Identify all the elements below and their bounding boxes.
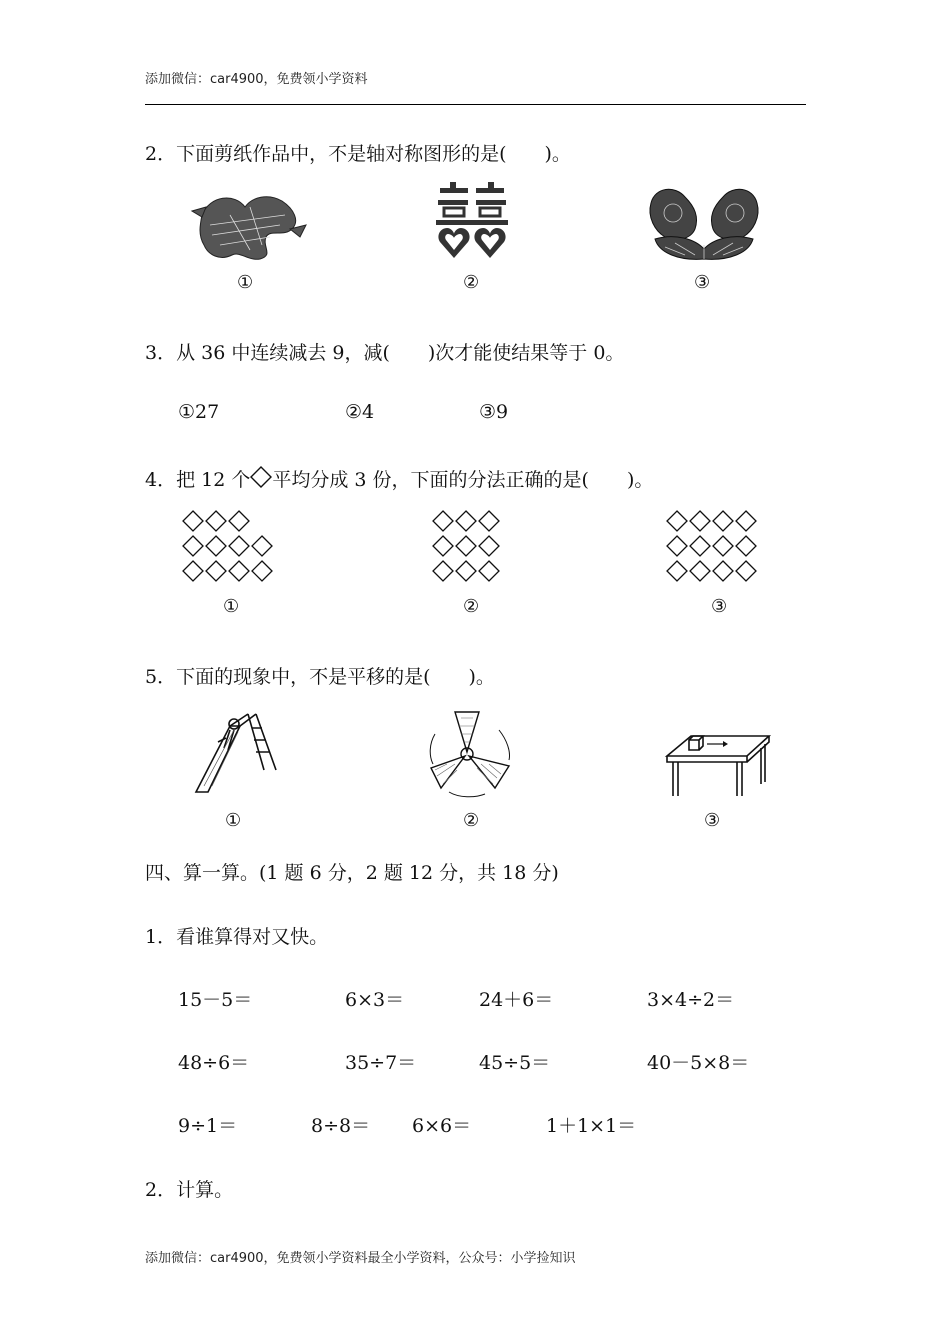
- diamond-shape: [736, 536, 756, 556]
- expression-item: 15－5＝: [178, 989, 253, 1011]
- q2-option-3-label: ③: [694, 272, 711, 293]
- diamond-shape: [229, 561, 249, 581]
- diamond-shape: [183, 511, 203, 531]
- diamond-shape: [736, 561, 756, 581]
- diamond-shape: [479, 536, 499, 556]
- q4-option-2-label: ②: [463, 596, 480, 617]
- q3-option-2: ②4: [345, 401, 375, 423]
- question-2-text: 2．下面剪纸作品中，不是轴对称图形的是( )。: [145, 143, 571, 165]
- section-4-question-1-text: 1．看谁算得对又快。: [145, 926, 329, 948]
- diamond-shape: [667, 561, 687, 581]
- q4-option-1-label: ①: [223, 596, 240, 617]
- diamond-shape: [252, 536, 272, 556]
- expression-item: 8÷8＝: [311, 1115, 371, 1137]
- expression-item: 1＋1×1＝: [546, 1115, 637, 1137]
- diamond-shape: [690, 561, 710, 581]
- double-happiness-papercut-image: [436, 182, 508, 262]
- expression-item: 48÷6＝: [178, 1052, 250, 1074]
- q3-option-3: ③9: [479, 401, 509, 423]
- diamond-shape: [690, 511, 710, 531]
- diamond-shape: [183, 536, 203, 556]
- q2-option-1-label: ①: [237, 272, 254, 293]
- diamond-shape: [667, 536, 687, 556]
- diamond-shape: [433, 561, 453, 581]
- q5-option-1-label: ①: [225, 810, 242, 831]
- expression-item: 35÷7＝: [345, 1052, 417, 1074]
- diamond-icon: [250, 466, 272, 488]
- q4-text-before: 4．把 12 个: [145, 469, 251, 491]
- diamond-shape: [736, 511, 756, 531]
- q3-option-1: ①27: [178, 401, 220, 423]
- q4-diamond-group-2: [432, 510, 532, 584]
- question-5-text: 5．下面的现象中，不是平移的是( )。: [145, 666, 495, 688]
- page-footer: 添加微信：car4900，免费领小学资料最全小学资料，公众号：小学捡知识: [145, 1251, 576, 1266]
- fan-image: [425, 708, 515, 798]
- q5-option-2-label: ②: [463, 810, 480, 831]
- diamond-shape: [667, 511, 687, 531]
- diamond-shape: [433, 511, 453, 531]
- expression-item: 6×6＝: [412, 1115, 472, 1137]
- diamond-shape: [183, 561, 203, 581]
- phoenix-papercut-image: [645, 183, 763, 263]
- diamond-shape: [206, 536, 226, 556]
- diamond-shape: [456, 536, 476, 556]
- q4-option-3-label: ③: [711, 596, 728, 617]
- q5-option-3-label: ③: [704, 810, 721, 831]
- diamond-shape: [252, 561, 272, 581]
- diamond-shape: [713, 511, 733, 531]
- diamond-shape: [229, 536, 249, 556]
- dragon-papercut-image: [190, 185, 310, 265]
- expression-item: 24＋6＝: [479, 989, 554, 1011]
- q4-diamond-group-3: [666, 510, 766, 584]
- page-header: 添加微信：car4900，免费领小学资料: [145, 72, 368, 87]
- diamond-shape: [713, 536, 733, 556]
- section-4-question-2-text: 2．计算。: [145, 1179, 234, 1201]
- diamond-shape: [713, 561, 733, 581]
- header-rule: [145, 104, 806, 105]
- q2-option-2-label: ②: [463, 272, 480, 293]
- q4-diamond-group-1: [182, 510, 282, 584]
- table-with-box-image: [665, 728, 775, 800]
- q4-text-after: 平均分成 3 份，下面的分法正确的是( )。: [272, 469, 654, 491]
- section-4-title: 四、算一算。(1 题 6 分，2 题 12 分，共 18 分): [145, 862, 559, 884]
- expression-item: 3×4÷2＝: [647, 989, 735, 1011]
- question-3-text: 3．从 36 中连续减去 9，减( )次才能使结果等于 0。: [145, 342, 625, 364]
- diamond-shape: [690, 536, 710, 556]
- diamond-shape: [479, 511, 499, 531]
- diamond-shape: [456, 561, 476, 581]
- expression-item: 6×3＝: [345, 989, 405, 1011]
- question-4-text: [145, 465, 653, 492]
- diamond-shape: [206, 511, 226, 531]
- expression-item: 45÷5＝: [479, 1052, 551, 1074]
- diamond-shape: [433, 536, 453, 556]
- diamond-shape: [479, 561, 499, 581]
- diamond-shape: [229, 511, 249, 531]
- expression-item: 40－5×8＝: [647, 1052, 750, 1074]
- diamond-shape: [206, 561, 226, 581]
- diamond-shape: [456, 511, 476, 531]
- slide-image: [190, 708, 285, 798]
- expression-item: 9÷1＝: [178, 1115, 238, 1137]
